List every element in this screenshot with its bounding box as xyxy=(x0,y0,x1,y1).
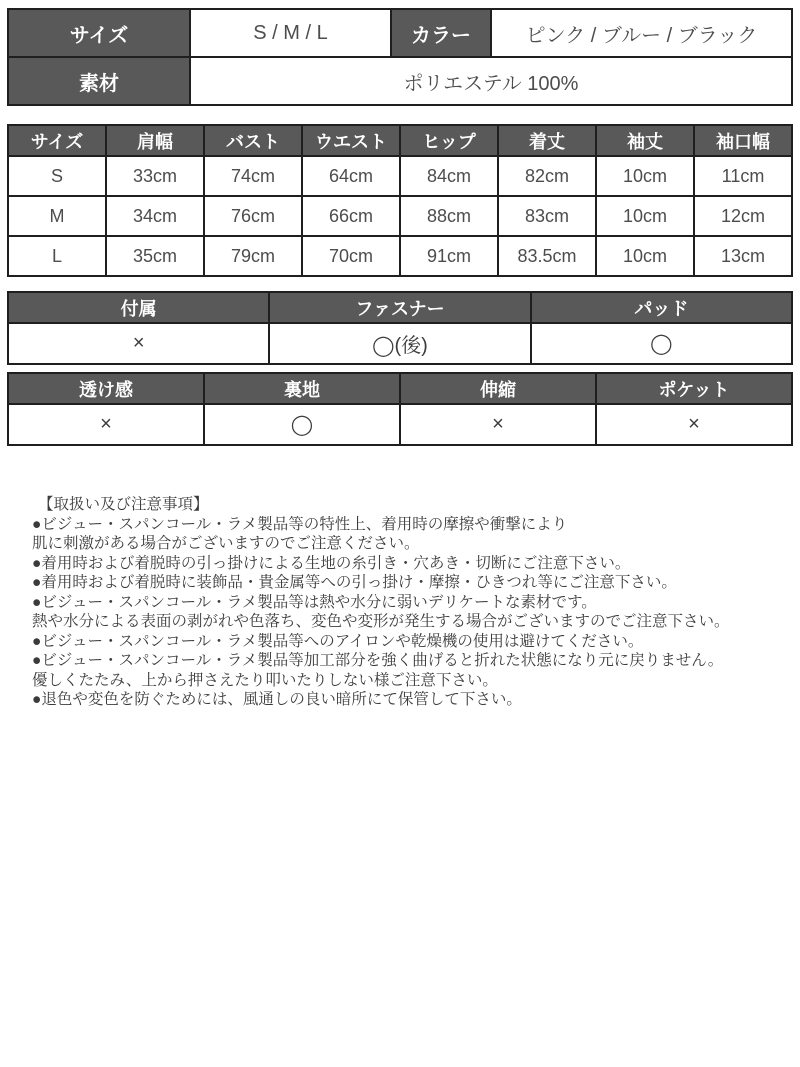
table-row-size-m xyxy=(8,196,792,236)
col-header-waist: ウエスト xyxy=(302,125,400,156)
cell-m-waist: 66cm xyxy=(302,196,400,236)
spec-row-material xyxy=(8,57,792,105)
cell-s-sleeve: 10cm xyxy=(596,156,694,196)
pad-value xyxy=(531,323,792,364)
pad-label: パッド xyxy=(531,292,792,323)
cell-s-length: 82cm xyxy=(498,156,596,196)
care-note-line: 肌に刺激がある場合がございますのでご注意ください。 xyxy=(32,535,420,552)
features2-value-row xyxy=(8,404,792,445)
col-header-shoulder: 肩幅 xyxy=(106,125,204,156)
care-note-line: ●ビジュー・スパンコール・ラメ製品等の特性上、着用時の摩擦や衝撃により xyxy=(32,515,568,533)
cell-m-size: M xyxy=(8,196,106,236)
cell-s-size: S xyxy=(8,156,106,196)
col-header-hip: ヒップ xyxy=(400,125,498,156)
care-notes xyxy=(7,495,793,710)
col-header-bust: バスト xyxy=(204,125,302,156)
cell-s-cuff: 11cm xyxy=(694,156,792,196)
col-header-sleeve: 袖丈 xyxy=(596,125,694,156)
cross-mark: × xyxy=(688,413,700,435)
cell-m-hip: 88cm xyxy=(400,196,498,236)
measurements-table xyxy=(7,124,793,277)
table-row-size-s xyxy=(8,156,792,196)
care-notes-title: 【取扱い及び注意事項】 xyxy=(38,496,209,513)
material-value: ポリエステル 100% xyxy=(190,57,792,105)
attachment-label: 付属 xyxy=(8,292,269,323)
cross-mark: × xyxy=(492,413,504,435)
care-note-line: ●ビジュー・スパンコール・ラメ製品等へのアイロンや乾燥機の使用は避けてください。 xyxy=(32,632,644,650)
circle-mark: ◯ xyxy=(650,333,673,355)
cell-s-waist: 64cm xyxy=(302,156,400,196)
features-table-1 xyxy=(7,291,793,365)
cell-l-shoulder: 35cm xyxy=(106,236,204,276)
cell-l-sleeve: 10cm xyxy=(596,236,694,276)
cell-m-bust: 76cm xyxy=(204,196,302,236)
sheerness-label: 透け感 xyxy=(8,373,204,404)
col-header-length: 着丈 xyxy=(498,125,596,156)
stretch-value xyxy=(400,404,596,445)
sheerness-value xyxy=(8,404,204,445)
features1-value-row xyxy=(8,323,792,364)
care-note-line: ●退色や変色を防ぐためには、風通しの良い暗所にて保管して下さい。 xyxy=(32,691,522,708)
circle-mark: ◯ xyxy=(290,414,314,436)
cell-m-cuff: 12cm xyxy=(694,196,792,236)
cell-l-bust: 79cm xyxy=(204,236,302,276)
cell-m-shoulder: 34cm xyxy=(106,196,204,236)
care-note-line: ●ビジュー・スパンコール・ラメ製品等加工部分を強く曲げると折れた状態になり元に戻りません。 xyxy=(32,652,724,669)
cross-mark: × xyxy=(132,332,145,354)
measurements-header-row xyxy=(8,125,792,156)
care-note-line: 熱や水分による表面の剥がれや色落ち、変色や変形が発生する場合がございますのでご注意下さい。 xyxy=(32,613,730,630)
cell-l-length: 83.5cm xyxy=(498,236,596,276)
care-note-line: ●着用時および着脱時に装飾品・貴金属等への引っ掛け・摩擦・ひきつれ等にご注意下さい。 xyxy=(32,574,677,591)
cell-s-hip: 84cm xyxy=(400,156,498,196)
care-note-line: ●ビジュー・スパンコール・ラメ製品等は熱や水分に弱いデリケートな素材です。 xyxy=(32,593,597,611)
pocket-value xyxy=(596,404,792,445)
table-row-size-l xyxy=(8,236,792,276)
lining-label: 裏地 xyxy=(204,373,400,404)
cell-l-cuff: 13cm xyxy=(694,236,792,276)
lining-value xyxy=(204,404,400,445)
spec-row-size-color xyxy=(8,9,792,57)
fastener-label: ファスナー xyxy=(269,292,530,323)
color-value: ピンク / ブルー / ブラック xyxy=(491,9,792,57)
cell-s-bust: 74cm xyxy=(204,156,302,196)
cell-m-length: 83cm xyxy=(498,196,596,236)
features2-header-row xyxy=(8,373,792,404)
cell-l-hip: 91cm xyxy=(400,236,498,276)
features1-header-row xyxy=(8,292,792,323)
circle-back-mark: ◯(後) xyxy=(372,335,428,357)
pocket-label: ポケット xyxy=(596,373,792,404)
cell-l-size: L xyxy=(8,236,106,276)
fastener-value xyxy=(269,323,530,364)
cell-l-waist: 70cm xyxy=(302,236,400,276)
spec-table xyxy=(7,8,793,106)
attachment-value xyxy=(8,323,269,364)
color-label: カラー xyxy=(391,9,491,57)
size-label: サイズ xyxy=(8,9,190,57)
cross-mark: × xyxy=(100,413,112,435)
cell-s-shoulder: 33cm xyxy=(106,156,204,196)
stretch-label: 伸縮 xyxy=(400,373,596,404)
col-header-size: サイズ xyxy=(8,125,106,156)
col-header-cuff: 袖口幅 xyxy=(694,125,792,156)
care-note-line: 優しくたたみ、上から押さえたり叩いたりしない様ご注意下さい。 xyxy=(32,671,498,689)
features-table-2 xyxy=(7,372,793,446)
care-note-line: ●着用時および着脱時の引っ掛けによる生地の糸引き・穴あき・切断にご注意下さい。 xyxy=(32,554,631,572)
material-label: 素材 xyxy=(8,57,190,105)
cell-m-sleeve: 10cm xyxy=(596,196,694,236)
size-value: S / M / L xyxy=(190,9,391,57)
